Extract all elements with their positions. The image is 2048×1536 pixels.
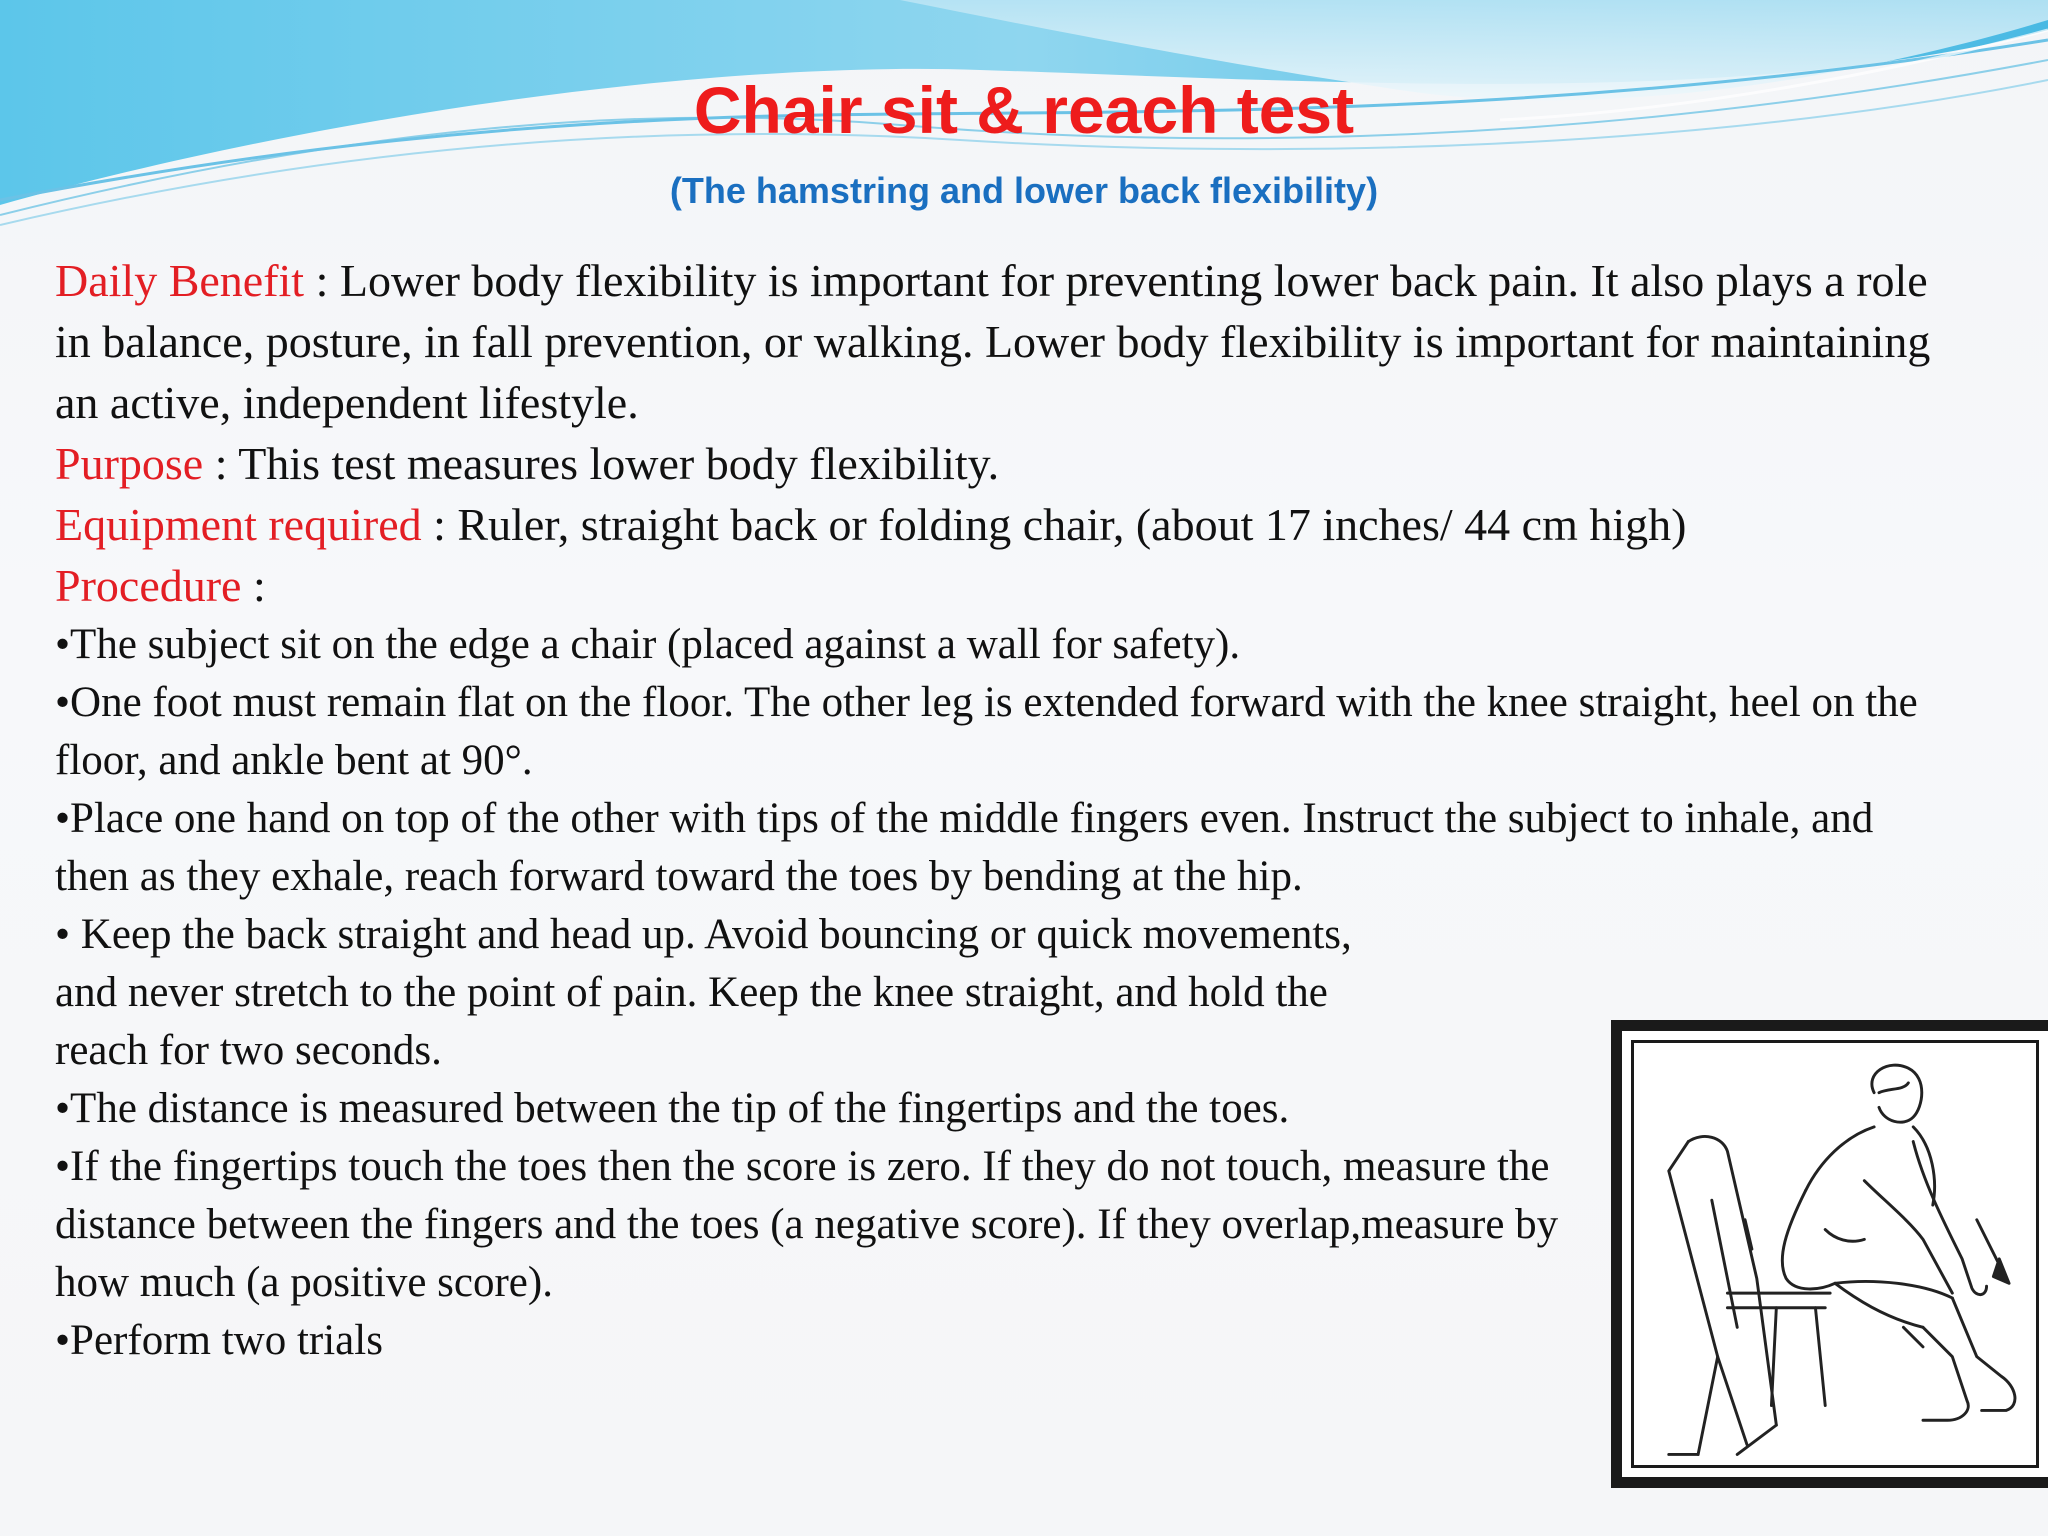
daily-benefit-text: Lower body flexibility is important for preventing lower back pain. It also plays a role in balance, posture, in fall prevention, or walking. Lower body flexibility is important for maintaining an active, independent lifestyle.: [55, 255, 1931, 428]
procedure-step: •The subject sit on the edge a chair (placed against a wall for safety).: [55, 621, 1241, 668]
illustration-frame: [1611, 1020, 2048, 1488]
chair-sit-reach-illustration-icon: [1622, 1031, 2048, 1477]
daily-benefit-label: Daily Benefit: [55, 255, 305, 306]
equipment-separator: :: [421, 499, 458, 550]
equipment-text: Ruler, straight back or folding chair, (about 17 inches/ 44 cm high): [457, 499, 1687, 550]
procedure-heading: [55, 555, 1955, 616]
procedure-step: • Keep the back straight and head up. Avoid bouncing or quick movements, and never stretch to the point of pain. Keep the knee straight, and hold the reach for two seconds.: [55, 911, 1352, 1074]
procedure-step: •The distance is measured between the tip of the fingertips and the toes.: [55, 1085, 1290, 1132]
procedure-step: •Place one hand on top of the other with tips of the middle fingers even. Instruct the subject to inhale, and then as they exhale, reach forward toward the toes by bending at the hip.: [55, 795, 1874, 900]
procedure-separator: :: [241, 560, 266, 611]
purpose-label: Purpose: [55, 438, 204, 489]
purpose-text: This test measures lower body flexibility.: [238, 438, 1000, 489]
daily-benefit-paragraph: [55, 250, 1955, 433]
purpose-separator: :: [203, 438, 239, 489]
chair-sit-reach-drawing: [1625, 1034, 2045, 1474]
purpose-paragraph: [55, 433, 1955, 494]
procedure-label: Procedure: [55, 560, 242, 611]
procedure-step: •One foot must remain flat on the floor. The other leg is extended forward with the knee straight, heel on the floor, and ankle bent at 90°.: [55, 679, 1918, 784]
equipment-label: Equipment required: [55, 499, 422, 550]
daily-benefit-separator: :: [304, 255, 340, 306]
procedure-step: •Perform two trials: [55, 1317, 383, 1364]
slide-subtitle: (The hamstring and lower back flexibility): [669, 170, 1379, 211]
procedure-step: •If the fingertips touch the toes then the score is zero. If they do not touch, measure the distance between the fingers and the toes (a negative score). If they overlap,measure by how much (a positive score).: [55, 1143, 1559, 1306]
slide-title: Chair sit & reach test: [693, 73, 1355, 147]
equipment-paragraph: [55, 494, 1955, 555]
